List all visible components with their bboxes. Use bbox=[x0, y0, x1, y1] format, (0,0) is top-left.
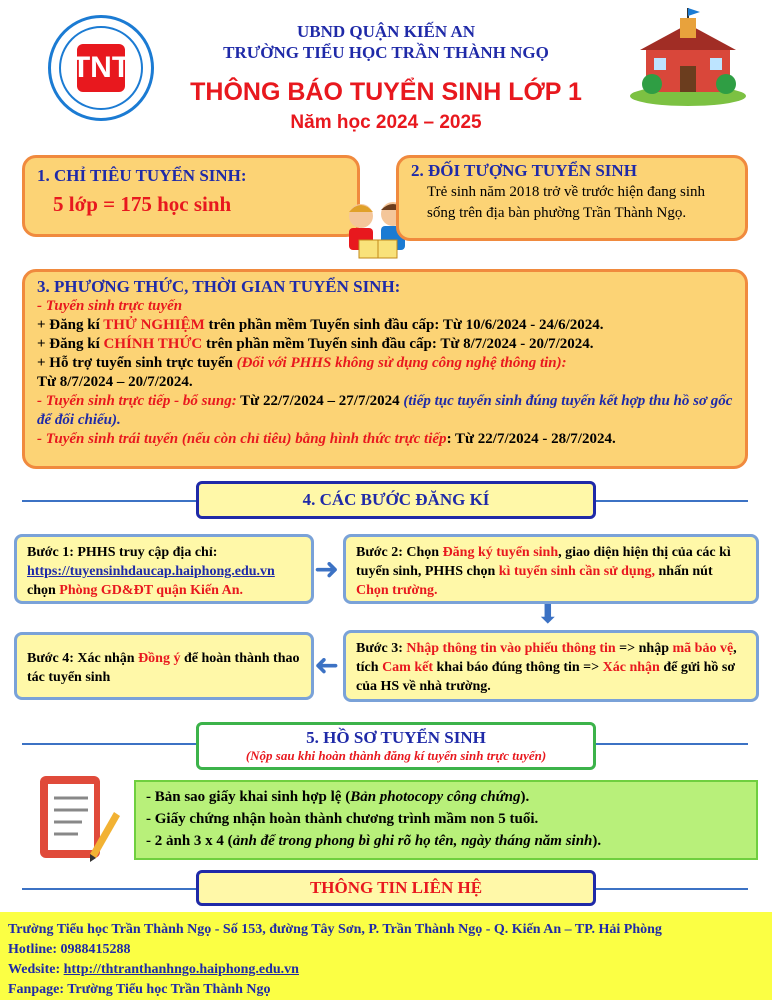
text: : Từ 22/7/2024 - 28/7/2024. bbox=[446, 431, 616, 447]
method-box bbox=[22, 269, 748, 469]
text-note: (tiếp tục tuyển sinh đúng tuyến kết hợp thu hồ sơ gốc để đối chiếu). bbox=[37, 393, 733, 428]
steps-heading: 4. CÁC BƯỚC ĐĂNG KÍ bbox=[196, 481, 596, 519]
text-highlight: CHÍNH THỨC bbox=[103, 336, 203, 352]
target-heading: 2. ĐỐI TƯỢNG TUYỂN SINH bbox=[411, 161, 637, 180]
step-highlight: Chọn trường. bbox=[356, 583, 438, 598]
step-highlight: Nhập thông tin vào phiếu thông tin bbox=[406, 641, 616, 656]
docs-item-3 bbox=[146, 832, 746, 851]
docs-heading: 5. HỒ SƠ TUYỂN SINH bbox=[306, 728, 486, 747]
text: trên phần mềm Tuyển sinh đầu cấp: Từ 8/7/2024 - 20/7/2024. bbox=[202, 336, 594, 352]
quota-value: 5 lớp = 175 học sinh bbox=[53, 192, 232, 216]
text: ). bbox=[520, 789, 530, 805]
school-year: Năm học 2024 – 2025 bbox=[290, 112, 482, 133]
text-highlight: - Tuyển sinh trực tiếp - bổ sung: bbox=[37, 393, 237, 409]
method-online-label: - Tuyển sinh trực tuyến bbox=[37, 298, 183, 314]
label: Hotline: bbox=[8, 942, 61, 957]
page-title: THÔNG BÁO TUYỂN SINH LỚP 1 bbox=[190, 78, 582, 106]
text: - 2 ảnh 3 x 4 ( bbox=[146, 833, 233, 849]
notepad-pencil-icon bbox=[38, 772, 120, 864]
step-text: để hoàn thành thao tác tuyển sinh bbox=[27, 651, 300, 685]
method-support-dates: Từ 8/7/2024 – 20/7/2024. bbox=[37, 374, 193, 390]
arrow-left-icon: ➜ bbox=[314, 648, 340, 683]
arrow-down-icon: ⬇ bbox=[537, 600, 559, 630]
contact-heading: THÔNG TIN LIÊN HỆ bbox=[196, 870, 596, 906]
step-1 bbox=[14, 534, 314, 604]
method-official-line bbox=[37, 335, 733, 354]
contact-hotline bbox=[8, 940, 764, 960]
contact-website bbox=[8, 960, 764, 980]
label: Fanpage: bbox=[8, 982, 68, 997]
step-text: , tích bbox=[356, 641, 737, 675]
step-highlight: Xác nhận bbox=[602, 660, 660, 675]
target-text: Trẻ sinh năm 2018 trở về trước hiện đang sinh sống trên địa bàn phường Trần Thành Ngọ. bbox=[427, 184, 705, 221]
step-text: nhấn nút bbox=[655, 564, 713, 579]
step-text: Bước 2: Chọn bbox=[356, 545, 443, 560]
step-highlight: kì tuyển sinh cần sử dụng, bbox=[498, 564, 656, 579]
quota-heading: 1. CHỈ TIÊU TUYỂN SINH: bbox=[37, 166, 247, 185]
quota-box bbox=[22, 155, 360, 237]
step-text: => nhập bbox=[615, 641, 673, 656]
text-italic: ảnh để trong phong bì ghi rõ họ tên, ngày tháng năm sinh bbox=[232, 833, 593, 849]
text: + Hỗ trợ tuyển sinh trực tuyến bbox=[37, 355, 237, 371]
docs-item-1 bbox=[146, 788, 746, 807]
step-2 bbox=[343, 534, 759, 604]
text: ). bbox=[592, 833, 602, 849]
step-text: Bước 1: PHHS truy cập địa chỉ: bbox=[27, 545, 218, 560]
step-highlight: mã bảo vệ bbox=[672, 641, 734, 656]
contact-address: Trường Tiểu học Trần Thành Ngọ - Số 153, đường Tây Sơn, P. Trần Thành Ngọ - Q. Kiến An – TP. Hải Phòng bbox=[8, 922, 662, 937]
step-highlight: Đồng ý bbox=[138, 651, 181, 666]
method-support-line bbox=[37, 354, 733, 373]
step-text: để gửi hồ sơ của HS về nhà trường. bbox=[356, 660, 736, 694]
text-highlight: THỬ NGHIỆM bbox=[103, 317, 205, 333]
website-link[interactable]: http://thtranthanhngo.haiphong.edu.vn bbox=[63, 962, 299, 977]
text: + Đăng kí bbox=[37, 336, 104, 352]
contact-fanpage bbox=[8, 980, 764, 1000]
step-text: , giao diện hiện thị của các kì tuyển sinh, PHHS chọn bbox=[356, 545, 731, 579]
label: Wedsite: bbox=[8, 962, 64, 977]
method-direct-line bbox=[37, 392, 733, 430]
logo-monogram: TNT bbox=[77, 44, 125, 92]
step-highlight: Đăng ký tuyển sinh bbox=[442, 545, 559, 560]
text-highlight: - Tuyển sinh trái tuyến (nếu còn chỉ tiêu) bằng hình thức trực tiếp bbox=[37, 431, 447, 447]
registration-link[interactable]: https://tuyensinhdaucap.haiphong.edu.vn bbox=[27, 564, 275, 579]
text: + Đăng kí bbox=[37, 317, 104, 333]
target-box bbox=[396, 155, 748, 241]
authority-name: UBND QUẬN KIẾN AN bbox=[296, 22, 476, 41]
step-highlight: Cam kết bbox=[382, 660, 433, 675]
text-highlight: (Đối với PHHS không sử dụng công nghệ thông tin): bbox=[236, 355, 567, 371]
text-italic: Bản photocopy công chứng bbox=[350, 789, 521, 805]
school-building-illustration bbox=[628, 8, 746, 108]
step-text: Bước 4: Xác nhận bbox=[27, 651, 139, 666]
contact-footer bbox=[0, 912, 772, 1000]
step-4 bbox=[14, 632, 314, 700]
text: trên phần mềm Tuyển sinh đầu cấp: Từ 10/6/2024 - 24/6/2024. bbox=[204, 317, 604, 333]
docs-list-box bbox=[134, 780, 758, 860]
step-3 bbox=[343, 630, 759, 702]
text: - Bản sao giấy khai sinh hợp lệ ( bbox=[146, 789, 351, 805]
school-name: TRƯỜNG TIỂU HỌC TRẦN THÀNH NGỌ bbox=[223, 43, 549, 62]
method-offline-line bbox=[37, 430, 733, 449]
step-text: khai báo đúng thông tin => bbox=[433, 660, 603, 675]
method-heading: 3. PHƯƠNG THỨC, THỜI GIAN TUYỂN SINH: bbox=[37, 277, 401, 296]
docs-item-2: - Giấy chứng nhận hoàn thành chương trình mầm non 5 tuổi. bbox=[146, 811, 539, 827]
arrow-right-icon: ➜ bbox=[314, 552, 340, 587]
docs-subheading: (Nộp sau khi hoàn thành đăng kí tuyển sinh trực tuyến) bbox=[245, 748, 547, 763]
hotline-number: 0988415288 bbox=[60, 942, 131, 957]
text: Từ 22/7/2024 – 27/7/2024 bbox=[236, 393, 404, 409]
method-trial-line bbox=[37, 316, 733, 335]
step-text: Bước 3: bbox=[356, 641, 407, 656]
step-text: chọn bbox=[27, 583, 60, 598]
step-highlight: Phòng GD&ĐT quận Kiến An. bbox=[59, 583, 244, 598]
fanpage-name: Trường Tiểu học Trần Thành Ngọ bbox=[67, 982, 271, 997]
docs-heading-box bbox=[196, 722, 596, 770]
